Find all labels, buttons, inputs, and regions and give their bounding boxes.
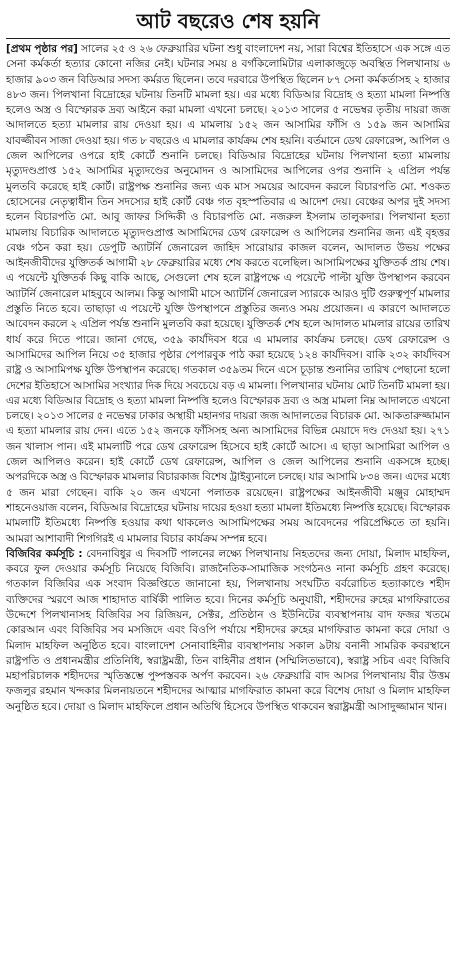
article-headline: আট বছরেও শেষ হয়নি [136, 9, 320, 33]
paragraph-1-text: সালের ২৫ ও ২৬ ফেব্রুয়ারির ঘটনা শুধু বাংলাদেশ নয়, সারা বিশ্বের ইতিহাসে এক সঙ্গে এত সেনা কর্মকর্তা হত্যার কোনো নজির নেই। ঘটনার সময় ৪ বর্গকিলোমিটার এলাকাজুড়ে অবস্থিত পিলখানায় ৬ হাজার ৯০৩ জন বিডিআর সদস্য কর্মরত ছিলেন। তবে দরবারে উপস্থিত ছিলেন ৮৭ সেনা কর্মকর্তাসহ ২ হাজার ৪৮৩ জন। পিলখানা বিদ্রোহের ঘটনায় তিনটি মামলা হয়। এর মধ্যে বিডিআর বিদ্রোহ ও হত্যা মামলা নিষ্পত্তি হলেও অস্ত্র ও বিস্ফোরক দ্রব্য আইনে করা মামলা এখনো চলছে। ২০১৩ সালের ৫ নভেম্বর তৃতীয় দায়রা জজ আদালতে হত্যা মামলার রায় দেওয়া হয়। এ মামলায় ১৫২ জন আসামির ফাঁসি ও ১৫৯ জন আসামির যাবজ্জীবন সাজা দেওয়া হয়। গত ৮ বছরেও এ মামলার কার্যক্রম শেষ হয়নি। বর্তমানে ডেথ রেফারেন্স, আপিল ও জেল আপিলের ওপরে হাই কোর্টে শুনানি চলছে। বিডিআর বিদ্রোহের ঘটনায় পিলখানা হত্যা মামলায় মৃত্যুদণ্ডপ্রাপ্ত ১৫২ আসামির মৃত্যুদণ্ডের অনুমোদন ও আসামিদের আপিলের ওপর শুনানি ২ এপ্রিল পর্যন্ত মুলতবি করেছে হাই কোর্ট। রাষ্ট্রপক্ষ শুনানির জন্য এক মাস সময়ের আবেদন করলে বিচারপতি মো. শওকত হোসেনের নেতৃত্বাধীন তিন সদস্যের হাই কোর্ট বেঞ্চ গত বৃহস্পতিবার এ আদেশ দেয়। বেঞ্চের অপর দুই সদস্য হলেন বিচারপতি মো. আবু জাফর সিদ্দিকী ও বিচারপতি মো. নজরুল ইসলাম তালুকদার। পিলখানা হত্যা মামলায় বিচারিক আদালতে মৃত্যুদণ্ডপ্রাপ্ত আসামিদের ডেথ রেফারেন্স ও আপিলের শুনানির জন্য এই বৃহত্তর বেঞ্চ গঠন করা হয়। ডেপুটি অ্যাটর্নি জেনারেল জাহিদ সারোয়ার কাজল বলেন, আদালত উভয় পক্ষের আইনজীবীদের যুক্তিতর্ক আগামী ২৮ ফেব্রুয়ারির মধ্যে শেষ করতে বলেছিল। আসামিপক্ষের যুক্তিতর্ক প্রায় শেষ। এ পয়েন্টে যুক্তিতর্ক কিছু বাকি আছে, সেগুলো শেষ হলে রাষ্ট্রপক্ষে এ পয়েন্টে পাল্টা যুক্তি উপস্থাপন করবেন অ্যাটর্নি জেনারেল মাহবুবে আলম। কিন্তু আগামী মাসে অ্যাটর্নি জেনারেল স্যারকে আরও দুটি গুরুত্বপূর্ণ মামলার প্রস্তুতি নিতে হবে। তাছাড়া এ পয়েন্টে যুক্তি উপস্থাপনে প্রস্তুতির জন্যও সময় প্রয়োজন। এ কারণে আদালতে আবেদন করলে ২ এপ্রিল পর্যন্ত শুনানি মুলতবি করা হয়েছে। যুক্তিতর্ক শেষ হলে আদালত মামলার রায়ের তারিখ ধার্য করে দিতে পারে। জানা গেছে, ৩৫৯ কার্যদিবস ধরে এ মামলার কার্যক্রম চলছে। ডেথ রেফারেন্স ও আসামিদের আপিল নিয়ে ৩৫ হাজার পৃষ্ঠার পেপারবুক পাঠ করা হয়েছে ১২৪ কার্যদিবস। বাকি ২৩২ কার্যদিবস রাষ্ট্র ও আসামিপক্ষ যুক্তি উপস্থাপন করেছে। গতকাল ৩৫৯তম দিনে এসে চূড়ান্ত শুনানির তারিখ পেছানো হলো দেশের ইতিহাসে আসামির সংখ্যার দিক দিয়ে সবচেয়ে বড় এ মামলা। পিলখানার ঘটনায় মোট তিনটি মামলা হয়। এর মধ্যে বিডিআর বিদ্রোহ ও হত্যা মামলা নিষ্পত্তি হলেও বিস্ফোরক দ্রব্য ও অস্ত্র মামলা নিম্ন আদালতে এখনো চলছে। ২০১৩ সালের ৫ নভেম্বর ঢাকার অস্থায়ী মহানগর দায়রা জজ আদালতের বিচারক মো. আকতারুজ্জামান এ হত্যা মামলার রায় দেন। এতে ১৫২ জনকে ফাঁসিসহ অন্য আসামিদের বিভিন্ন মেয়াদে দণ্ড দেওয়া হয়। ২৭১ জন খালাস পান। এই মামলাটি পরে ডেথ রেফারেন্স হিসেবে হাই কোর্টে আসে। এ ছাড়া আসামিরা আপিল ও জেল আপিলও করেন। হাই কোর্টে ডেথ রেফারেন্স, আপিল ও জেল আপিলের শুনানি একসঙ্গে হচ্ছে। অপরদিকে অস্ত্র ও বিস্ফোরক মামলার বিচারকাজ বিশেষ ট্রাইব্যুনালে চলছে। যার আসামি ৮৩৪ জন। এদের মধ্যে ৫ জন মারা গেছেন। বাকি ২০ জন এখনো পলাতক রয়েছেন। রাষ্ট্রপক্ষের আইনজীবী মঞ্জুর মোহাম্মদ শাহনেওয়াজ বলেন, বিডিআর বিদ্রোহের ঘটনায় দায়ের হওয়া হত্যা মামলা ইতিমধ্যে নিষ্পত্তি হয়েছে। বিস্ফোরক মামলাটি ইতিমধ্যে নিষ্পত্তি হওয়ার কথা থাকলেও আসামিপক্ষের সময় আবেদনের পরিপ্রেক্ষিতে তা হয়নি। আমরা আশাবাদী শিগগিরই এ মামলার বিচার কার্যক্রম সম্পন্ন হবে। [6, 43, 450, 545]
article-paragraph-1 [6, 42, 450, 547]
headline-divider [6, 38, 450, 39]
paragraph-2-text: বেদনাবিধুর এ দিবসটি পালনের লক্ষ্যে পিলখানায় নিহতদের জন্য দোয়া, মিলাদ মাহফিল, কবরে ফুল দেওয়ার কর্মসূচি নিয়েছে বিজিবি। রাজনৈতিক-সামাজিক সংগঠনও নানা কর্মসূচি গ্রহণ করেছে। গতকাল বিজিবির এক সংবাদ বিজ্ঞপ্তিতে জানানো হয়, পিলখানায় সংঘটিত বর্বরোচিত হত্যাকাণ্ডে শহীদ ব্যক্তিদের স্মরণে আজ শাহাদাত বার্ষিকী পালিত হবে। দিনের কর্মসূচি অনুযায়ী, শহীদদের রুহের মাগফিরাতের উদ্দেশে পিলখানাসহ বিজিবির সব রিজিয়ন, সেক্টর, প্রতিষ্ঠান ও ইউনিটের ব্যবস্থাপনায় বাদ ফজর খতমে কোরআন এবং বিজিবির সব মসজিদে এবং বিওপি পর্যায়ে শহীদদের রুহের মাগফিরাত কামনা করে দোয়া ও মিলাদ মাহফিল অনুষ্ঠিত হবে। বাংলাদেশ সেনাবাহিনীর ব্যবস্থাপনায় সকাল ৯টায় বনানী সামরিক কবরস্থানে রাষ্ট্রপতি ও প্রধানমন্ত্রীর প্রতিনিধি, স্বরাষ্ট্রমন্ত্রী, তিন বাহিনীর প্রধান (সম্মিলিতভাবে), স্বরাষ্ট্র সচিব এবং বিজিবি মহাপরিচালক শহীদদের স্মৃতিস্তম্ভে পুষ্পস্তবক অর্পণ করবেন। ২৬ ফেব্রুয়ারি বাদ আসর পিলখানায় বীর উত্তম ফজলুর রহমান খন্দকার মিলনায়তনে শহীদদের আত্মার মাগফিরাত কামনা করে বিশেষ দোয়া ও মিলাদ মাহফিল অনুষ্ঠিত হবে। দোয়া ও মিলাদ মাহফিলে প্রধান অতিথি হিসেবে উপস্থিত থাকবেন স্বরাষ্ট্রমন্ত্রী আসাদুজ্জামান খান। [6, 547, 451, 713]
continued-tag: [প্রথম পৃষ্ঠার পর] [6, 43, 78, 55]
section-heading-bgb-program: বিজিবির কর্মসূচি : [6, 547, 83, 560]
article-paragraph-2 [6, 547, 450, 715]
